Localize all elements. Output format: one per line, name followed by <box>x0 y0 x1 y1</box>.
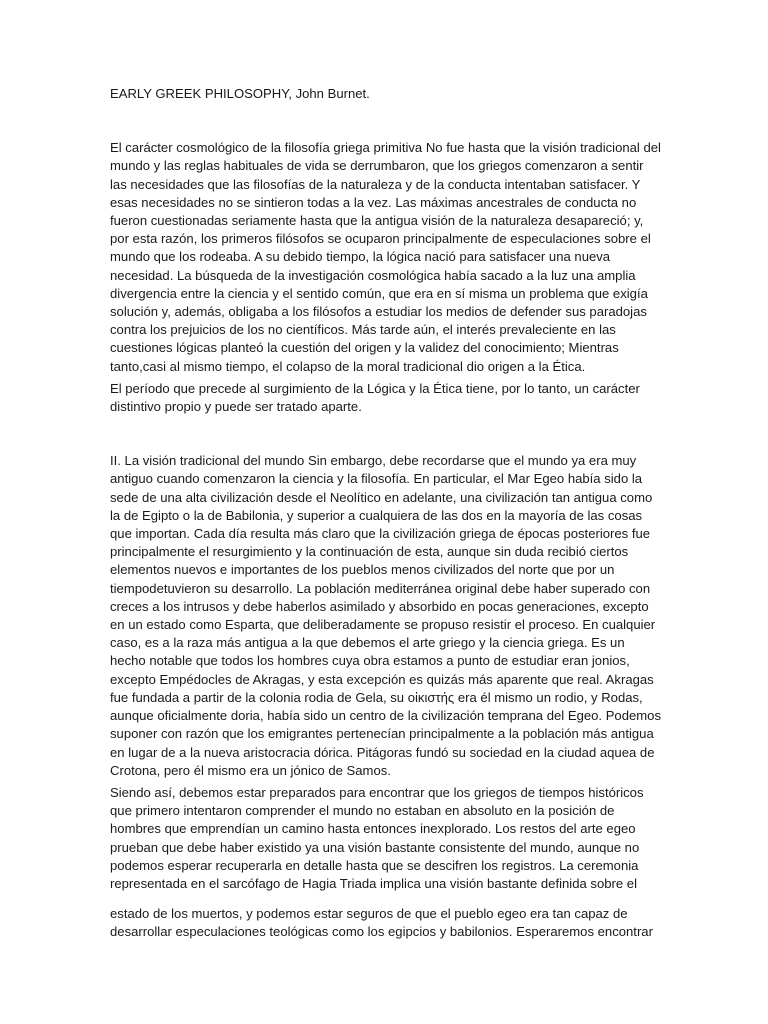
document-title: EARLY GREEK PHILOSOPHY, John Burnet. <box>110 86 370 101</box>
paragraph-cosmological-character: El carácter cosmológico de la filosofía griega primitiva No fue hasta que la visión tradicional del mundo y las reglas habituales de vida se derrumbaron, que los griegos comenzaron a sentir las necesidades que las filosofías de la naturaleza y de la conducta intentaban satisfacer. Y esas necesidades no se sintieron todas a la vez. Las máximas ancestrales de conducta no fueron cuestionadas seriamente hasta que la antigua visión de la naturaleza desapareció; y, por esta razón, los primeros filósofos se ocuparon principalmente de especulaciones sobre el mundo que los rodeaba. A su debido tiempo, la lógica nació para satisfacer una nueva necesidad. La búsqueda de la investigación cosmológica había sacado a la luz una amplia divergencia entre la ciencia y el sentido común, que era en sí misma un problema que exigía solución y, además, obligaba a los filósofos a estudiar los medios de defender sus paradojas contra los prejuicios de los no científicos. Más tarde aún, el interés prevaleciente en las cuestiones lógicas planteó la cuestión del origen y la validez del conocimiento; Mientras tanto,casi al mismo tiempo, el colapso de la moral tradicional dio origen a la Ética. <box>110 140 661 374</box>
paragraph-traditional-worldview: II. La visión tradicional del mundo Sin embargo, debe recordarse que el mundo ya era muy antiguo cuando comenzaron la ciencia y la filosofía. En particular, el Mar Egeo había sido la sede de una alta civilización desde el Neolítico en adelante, una civilización tan antigua como la de Egipto o la de Babilonia, y superior a cualquiera de las dos en la mayoría de las cosas que importan. Cada día resulta más claro que la civilización griega de épocas posteriores fue principalmente el resurgimiento y la continuación de esta, aunque sin duda recibió ciertos elementos nuevos e importantes de los pueblos menos civilizados del norte que por un tiempodetuvieron su desarrollo. La población mediterránea original debe haber superado con creces a los intrusos y debe haberlos asimilado y absorbido en pocas generaciones, excepto en un estado como Esparta, que deliberadamente se propuso resistir el proceso. En cualquier caso, es a la raza más antigua a la que debemos el arte griego y la ciencia griega. Es un hecho notable que todos los hombres cuya obra estamos a punto de estudiar eran jonios, excepto Empédocles de Akragas, y esta excepción es quizás más aparente que real. Akragas fue fundada a partir de la colonia rodia de Gela, su οἰκιστής era él mismo un rodio, y Rodas, aunque oficialmente doria, había sido un centro de la civilización temprana del Egeo. Podemos suponer con razón que los emigrantes pertenecían principalmente a la población más antigua en lugar de a la nueva aristocracia dórica. Pitágoras fundó su sociedad en la ciudad aquea de Crotona, pero él mismo era un jónico de Samos. <box>110 453 662 778</box>
paragraph-preceding-period: El período que precede al surgimiento de la Lógica y la Ética tiene, por lo tanto, un carácter distintivo propio y puede ser tratado aparte. <box>110 380 640 415</box>
paragraph-historical-greeks: Siendo así, debemos estar preparados para encontrar que los griegos de tiempos históricos que primero intentaron comprender el mundo no estaban en absoluto en la posición de hombres que emprendían un camino hasta entonces inexplorado. Los restos del arte egeo prueban que debe haber existido ya una visión bastante consistente del mundo, aunque no podemos esperar recuperarla en detalle hasta que se descifren los registros. La ceremonia representada en el sarcófago de Hagia Triada implica una visión bastante definida sobre el <box>110 784 644 891</box>
paragraph-state-of-the-dead: estado de los muertos, y podemos estar seguros de que el pueblo egeo era tan capaz de desarrollar especulaciones teológicas como los egipcios y babilonios. Esperaremos encontrar <box>110 906 653 940</box>
document-page <box>110 85 662 946</box>
